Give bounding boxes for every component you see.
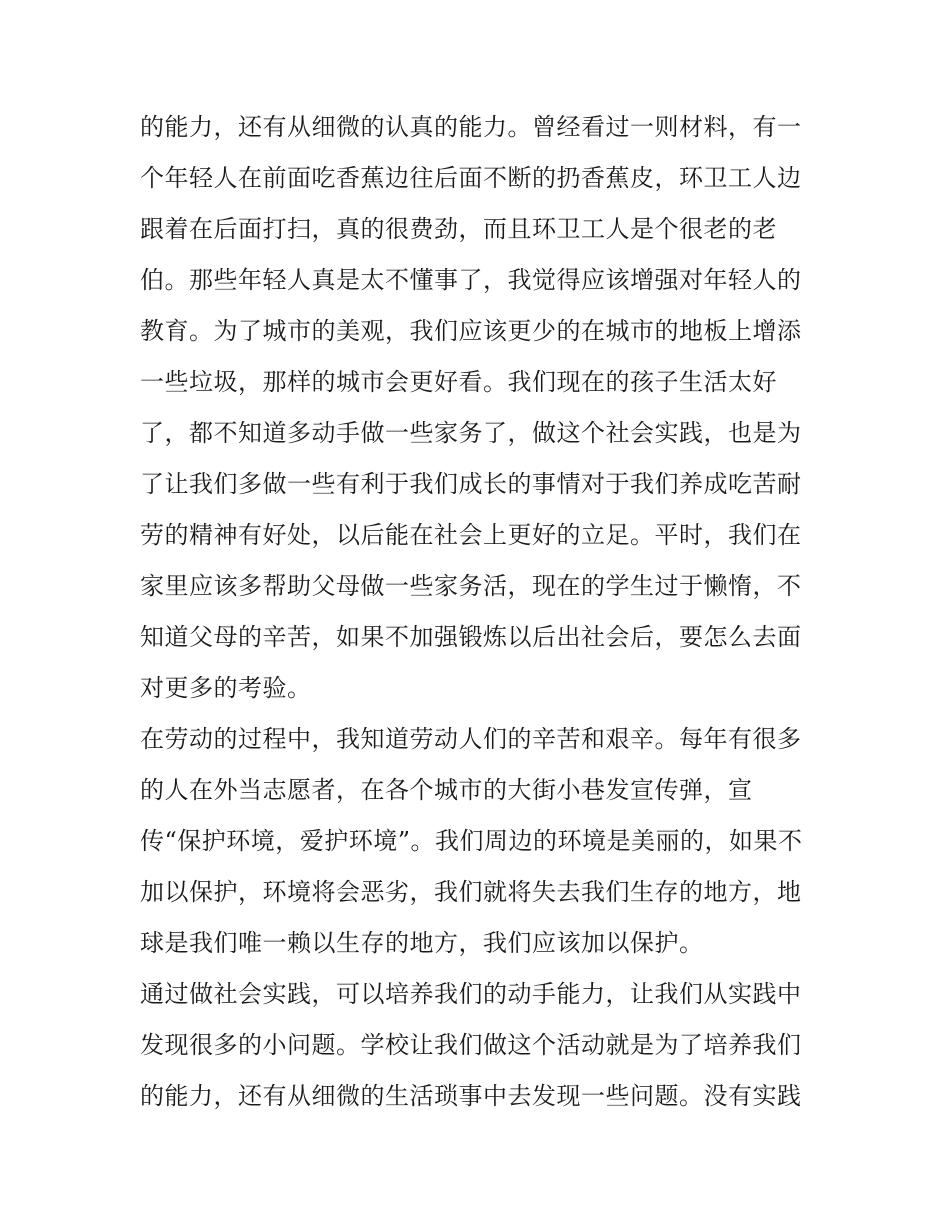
text-line: 的能力，还有从细微的生活琐事中去发现一些问题。没有实践 — [140, 1082, 802, 1110]
text-line: 个年轻人在前面吃香蕉边往后面不断的扔香蕉皮，环卫工人边 — [140, 164, 802, 192]
text-line: 的能力，还有从细微的认真的能力。曾经看过一则材料，有一 — [140, 113, 802, 141]
text-line: 球是我们唯一赖以生存的地方，我们应该加以保护。 — [140, 929, 704, 957]
text-line: 家里应该多帮助父母做一些家务活，现在的学生过于懒惰，不 — [140, 572, 802, 600]
text-line: 通过做社会实践，可以培养我们的动手能力，让我们从实践中 — [140, 980, 802, 1008]
text-line: 知道父母的辛苦，如果不加强锻炼以后出社会后，要怎么去面 — [140, 623, 802, 651]
text-line: 了让我们多做一些有利于我们成长的事情对于我们养成吃苦耐 — [140, 470, 802, 498]
text-line: 劳的精神有好处，以后能在社会上更好的立足。平时，我们在 — [140, 521, 802, 549]
text-line: 发现很多的小问题。学校让我们做这个活动就是为了培养我们 — [140, 1031, 802, 1059]
text-line: 传“保护环境，爱护环境”。我们周边的环境是美丽的，如果不 — [140, 827, 803, 855]
text-line: 对更多的考验。 — [140, 674, 312, 702]
text-line: 跟着在后面打扫，真的很费劲，而且环卫工人是个很老的老 — [140, 215, 777, 243]
text-line: 一些垃圾，那样的城市会更好看。我们现在的孩子生活太好 — [140, 368, 777, 396]
text-line: 的人在外当志愿者，在各个城市的大街小巷发宣传弹，宣 — [140, 776, 753, 804]
text-line: 教育。为了城市的美观，我们应该更少的在城市的地板上增添 — [140, 317, 802, 345]
text-line: 在劳动的过程中，我知道劳动人们的辛苦和艰辛。每年有很多 — [140, 725, 802, 753]
body-text — [140, 102, 820, 1122]
text-line: 了，都不知道多动手做一些家务了，做这个社会实践，也是为 — [140, 419, 802, 447]
text-line: 加以保护，环境将会恶劣，我们就将失去我们生存的地方，地 — [140, 878, 802, 906]
text-line: 伯。那些年轻人真是太不懂事了，我觉得应该增强对年轻人的 — [140, 266, 802, 294]
